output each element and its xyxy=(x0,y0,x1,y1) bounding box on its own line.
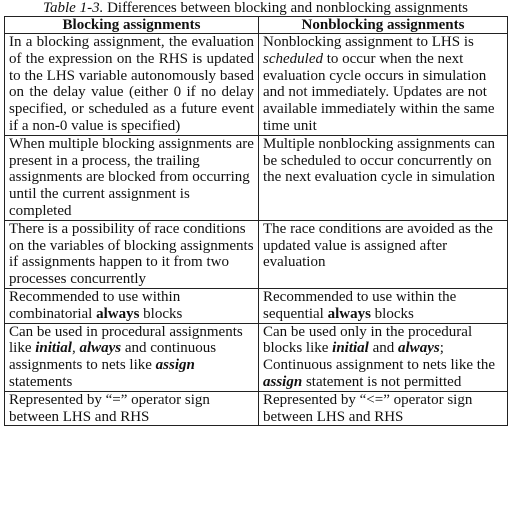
emphasized-text: always xyxy=(96,305,140,322)
cell-text: Represented by “=” operator sign between LHS and RHS xyxy=(9,391,210,425)
cell-text: blocks xyxy=(139,305,183,322)
cell-text: Represented by “<=” operator sign between LHS and RHS xyxy=(263,391,473,425)
cell-text: The race conditions are avoided as the updated value is assigned after evaluation xyxy=(263,220,493,271)
emphasized-text: initial xyxy=(35,340,72,357)
emphasized-text: initial xyxy=(332,340,369,357)
cell-blocking xyxy=(5,220,259,288)
cell-text: to occur when the next evaluation cycle occurs in simulation and not immediately. Updates are not available immediately within the same time unit xyxy=(263,50,495,134)
cell-text: When multiple blocking assignments are present in a process, the trailing assignments are blocked from occurring until the current assignment is completed xyxy=(9,135,254,219)
cell-nonblocking xyxy=(259,34,508,136)
cell-text: , xyxy=(71,340,80,357)
cell-blocking xyxy=(5,34,259,136)
table-caption xyxy=(4,0,507,16)
document-page xyxy=(4,0,507,426)
header-blocking: Blocking assignments xyxy=(5,17,259,34)
cell-text: In a blocking assignment, the evaluation of the expression on the RHS is updated to the LHS variable autonomously based on the delay value (either 0 if no delay specified, or scheduled as a future event if a non-0 value is specified) xyxy=(9,34,254,134)
cell-nonblocking xyxy=(259,135,508,220)
cell-text: ; Continuous assignment to nets like the xyxy=(263,340,496,374)
cell-text: statements xyxy=(9,373,73,390)
emphasized-text: always xyxy=(398,340,440,357)
cell-text: Nonblocking assignment to LHS is xyxy=(263,34,474,50)
cell-text: Recommended to use within combinatorial xyxy=(9,288,181,322)
table-row xyxy=(5,391,508,426)
emphasized-text: scheduled xyxy=(263,50,323,67)
table-row xyxy=(5,135,508,220)
table-row xyxy=(5,288,508,323)
emphasized-text: assign xyxy=(263,373,303,390)
emphasized-text: assign xyxy=(155,357,195,374)
comparison-table xyxy=(4,16,508,426)
cell-text: Can be used in procedural assignments like xyxy=(9,323,243,357)
table-header-row xyxy=(5,17,508,34)
cell-text: Can be used only in the procedural blocks like xyxy=(263,323,473,357)
cell-nonblocking xyxy=(259,288,508,323)
table-caption-text: Differences between blocking and nonblocking assignments xyxy=(103,0,468,16)
table-caption-label: Table 1-3. xyxy=(43,0,104,16)
cell-nonblocking xyxy=(259,220,508,288)
table-row xyxy=(5,220,508,288)
table-row xyxy=(5,323,508,391)
cell-text: Recommended to use within the sequential xyxy=(263,288,457,322)
cell-text: and continuous assignments to nets like xyxy=(9,340,217,374)
cell-text: blocks xyxy=(370,305,414,322)
emphasized-text: always xyxy=(327,305,371,322)
cell-blocking xyxy=(5,391,259,426)
cell-text: and xyxy=(368,340,399,357)
table-body xyxy=(5,34,508,426)
cell-nonblocking xyxy=(259,323,508,391)
cell-nonblocking xyxy=(259,391,508,426)
cell-blocking xyxy=(5,135,259,220)
cell-text: statement is not permitted xyxy=(302,373,462,390)
header-nonblocking: Nonblocking assignments xyxy=(259,17,508,34)
emphasized-text: always xyxy=(79,340,122,357)
cell-blocking xyxy=(5,288,259,323)
cell-text: Multiple nonblocking assignments can be scheduled to occur concurrently on the next evaluation cycle in simulation xyxy=(263,135,496,186)
cell-text: There is a possibility of race conditions on the variables of blocking assignments if assignments happen to it from two processes concurrently xyxy=(9,220,254,288)
table-row xyxy=(5,34,508,136)
cell-blocking xyxy=(5,323,259,391)
